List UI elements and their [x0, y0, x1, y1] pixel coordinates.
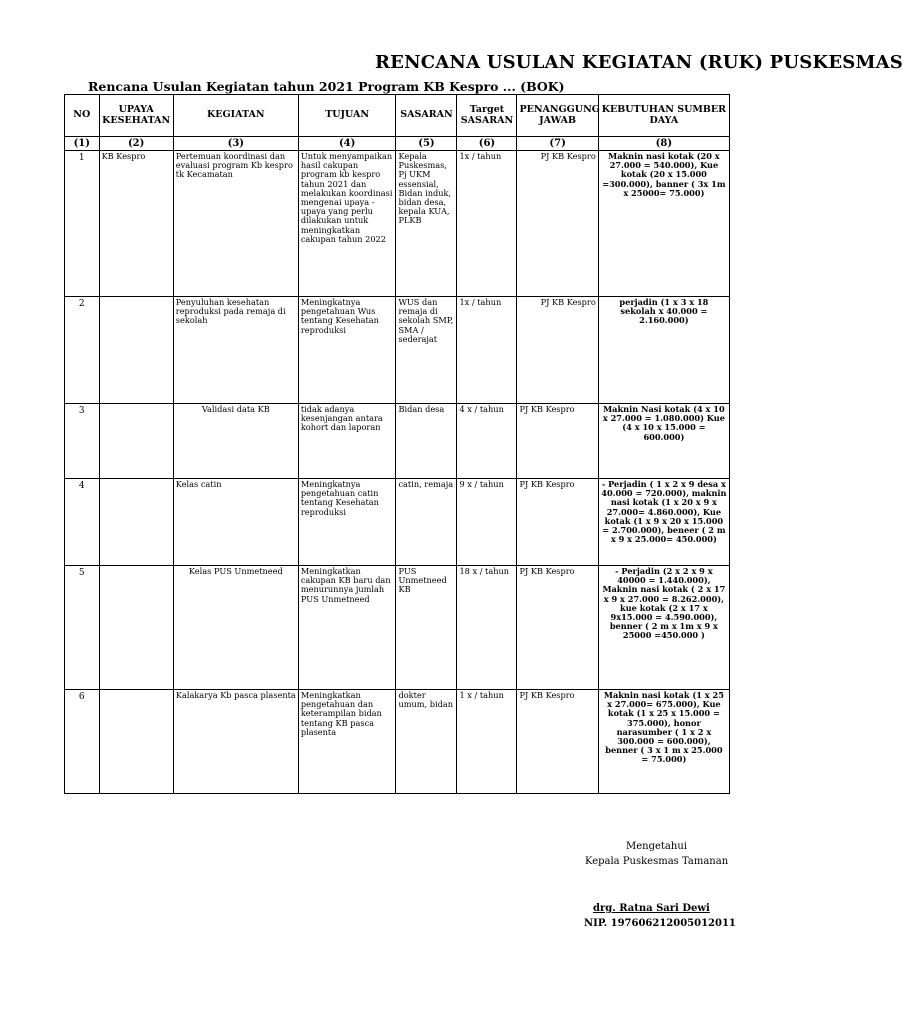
cell-kebutuhan: Maknin Nasi kotak (4 x 10 x 27.000 = 1.080.000) Kue (4 x 10 x 15.000 = 600.000) [598, 404, 729, 479]
cell-kebutuhan: Maknin nasi kotak (1 x 25 x 27.000= 675.000), Kue kotak (1 x 25 x 15.000 = 375.000), honor narasumber ( 1 x 2 x 300.000 = 600.000), benner ( 3 x 1 m x 25.000 = 75.000) [598, 690, 729, 794]
document-title: RENCANA USULAN KEGIATAN (RUK) PUSKESMAS [375, 52, 903, 73]
col-number: (1) [65, 137, 100, 151]
cell-upaya [99, 297, 173, 404]
cell-tujuan: tidak adanya kesenjangan antara kohort dan laporan [298, 404, 396, 479]
cell-upaya [99, 690, 173, 794]
document-subtitle: Rencana Usulan Kegiatan tahun 2021 Program KB Kespro ... (BOK) [88, 79, 565, 94]
table-row [65, 404, 730, 479]
cell-upaya [99, 404, 173, 479]
cell-kegiatan: Pertemuan koordinasi dan evaluasi program Kb kespro tk Kecamatan [173, 151, 298, 297]
signature-jabatan: Kepala Puskesmas Tamanan [585, 856, 729, 867]
cell-sasaran: PUS Unmetneed KB [396, 566, 457, 690]
cell-tujuan: Meningkatnya pengetahuan Wus tentang Kesehatan reproduksi [298, 297, 396, 404]
signature-nama: drg. Ratna Sari Dewi [593, 903, 710, 914]
cell-kebutuhan: - Perjadin (2 x 2 x 9 x 40000 = 1.440.000), Maknin nasi kotak ( 2 x 17 x 9 x 27.000 = 8.262.000), kue kotak (2 x 17 x 9x15.000 = 4.590.000), benner ( 2 m x 1m x 9 x 25000 =450.000 ) [598, 566, 729, 690]
cell-penanggung: PJ KB Kespro [517, 297, 598, 404]
cell-upaya: KB Kespro [99, 151, 173, 297]
cell-penanggung: PJ KB Kespro [517, 151, 598, 297]
cell-kegiatan: Penyuluhan kesehatan reproduksi pada remaja di sekolah [173, 297, 298, 404]
cell-no: 2 [65, 297, 100, 404]
header-kegiatan: KEGIATAN [173, 95, 298, 137]
ruk-table [64, 94, 730, 794]
col-number: (4) [298, 137, 396, 151]
cell-upaya [99, 479, 173, 566]
cell-target: 4 x / tahun [457, 404, 517, 479]
col-number: (2) [99, 137, 173, 151]
col-number: (3) [173, 137, 298, 151]
cell-target: 9 x / tahun [457, 479, 517, 566]
cell-tujuan: Untuk menyampaikan hasil cakupan program kb kespro tahun 2021 dan melakukan koordinasi mengenai upaya - upaya yang perlu dilakukan untuk meningkatkan cakupan tahun 2022 [298, 151, 396, 297]
cell-no: 1 [65, 151, 100, 297]
cell-penanggung: PJ KB Kespro [517, 404, 598, 479]
table-row [65, 297, 730, 404]
header-target: Target SASARAN [457, 95, 517, 137]
cell-target: 1x / tahun [457, 297, 517, 404]
cell-sasaran: dokter umum, bidan [396, 690, 457, 794]
col-number: (6) [457, 137, 517, 151]
cell-sasaran: catin, remaja [396, 479, 457, 566]
cell-no: 4 [65, 479, 100, 566]
cell-penanggung: PJ KB Kespro [517, 479, 598, 566]
cell-target: 1 x / tahun [457, 690, 517, 794]
table-row [65, 151, 730, 297]
cell-sasaran: Bidan desa [396, 404, 457, 479]
col-number: (8) [598, 137, 729, 151]
header-no: NO [65, 95, 100, 137]
cell-no: 5 [65, 566, 100, 690]
table-row [65, 690, 730, 794]
cell-no: 6 [65, 690, 100, 794]
signature-nip: NIP. 197606212005012011 [584, 918, 736, 929]
cell-sasaran: WUS dan remaja di sekolah SMP, SMA / sederajat [396, 297, 457, 404]
cell-kebutuhan: - Perjadin ( 1 x 2 x 9 desa x 40.000 = 720.000), maknin nasi kotak (1 x 20 x 9 x 27.000= 4.860.000), Kue kotak (1 x 9 x 20 x 15.000 = 2.700.000), beneer ( 2 m x 9 x 25.000= 450.000) [598, 479, 729, 566]
cell-kegiatan: Kalakarya Kb pasca plasenta [173, 690, 298, 794]
table-row [65, 479, 730, 566]
cell-penanggung: PJ KB Kespro [517, 566, 598, 690]
cell-kegiatan: Kelas catin [173, 479, 298, 566]
cell-kebutuhan: perjadin (1 x 3 x 18 sekolah x 40.000 = 2.160.000) [598, 297, 729, 404]
header-penanggung: PENANGGUNG JAWAB [517, 95, 598, 137]
header-row [65, 95, 730, 137]
cell-tujuan: Meningkatkan pengetahuan dan keterampilan bidan tentang KB pasca plasenta [298, 690, 396, 794]
header-upaya: UPAYA KESEHATAN [99, 95, 173, 137]
col-number: (7) [517, 137, 598, 151]
cell-kebutuhan: Maknin nasi kotak (20 x 27.000 = 540.000), Kue kotak (20 x 15.000 =300.000), banner ( 3x 1m x 25000= 75.000) [598, 151, 729, 297]
header-tujuan: TUJUAN [298, 95, 396, 137]
cell-no: 3 [65, 404, 100, 479]
cell-kegiatan: Validasi data KB [173, 404, 298, 479]
cell-target: 1x / tahun [457, 151, 517, 297]
cell-target: 18 x / tahun [457, 566, 517, 690]
cell-upaya [99, 566, 173, 690]
cell-kegiatan: Kelas PUS Unmetneed [173, 566, 298, 690]
signature-mengetahui: Mengetahui [626, 841, 687, 852]
col-number: (5) [396, 137, 457, 151]
header-kebutuhan: KEBUTUHAN SUMBER DAYA [598, 95, 729, 137]
header-sasaran: SASARAN [396, 95, 457, 137]
cell-tujuan: Meningkatnya pengetahuan catin tentang Kesehatan reproduksi [298, 479, 396, 566]
cell-tujuan: Meningkatkan cakupan KB baru dan menurunnya jumlah PUS Unmetneed [298, 566, 396, 690]
cell-penanggung: PJ KB Kespro [517, 690, 598, 794]
table-row [65, 566, 730, 690]
column-number-row [65, 137, 730, 151]
cell-sasaran: Kepala Puskesmas, Pj UKM essensial, Bidan induk, bidan desa, kepala KUA, PLKB [396, 151, 457, 297]
